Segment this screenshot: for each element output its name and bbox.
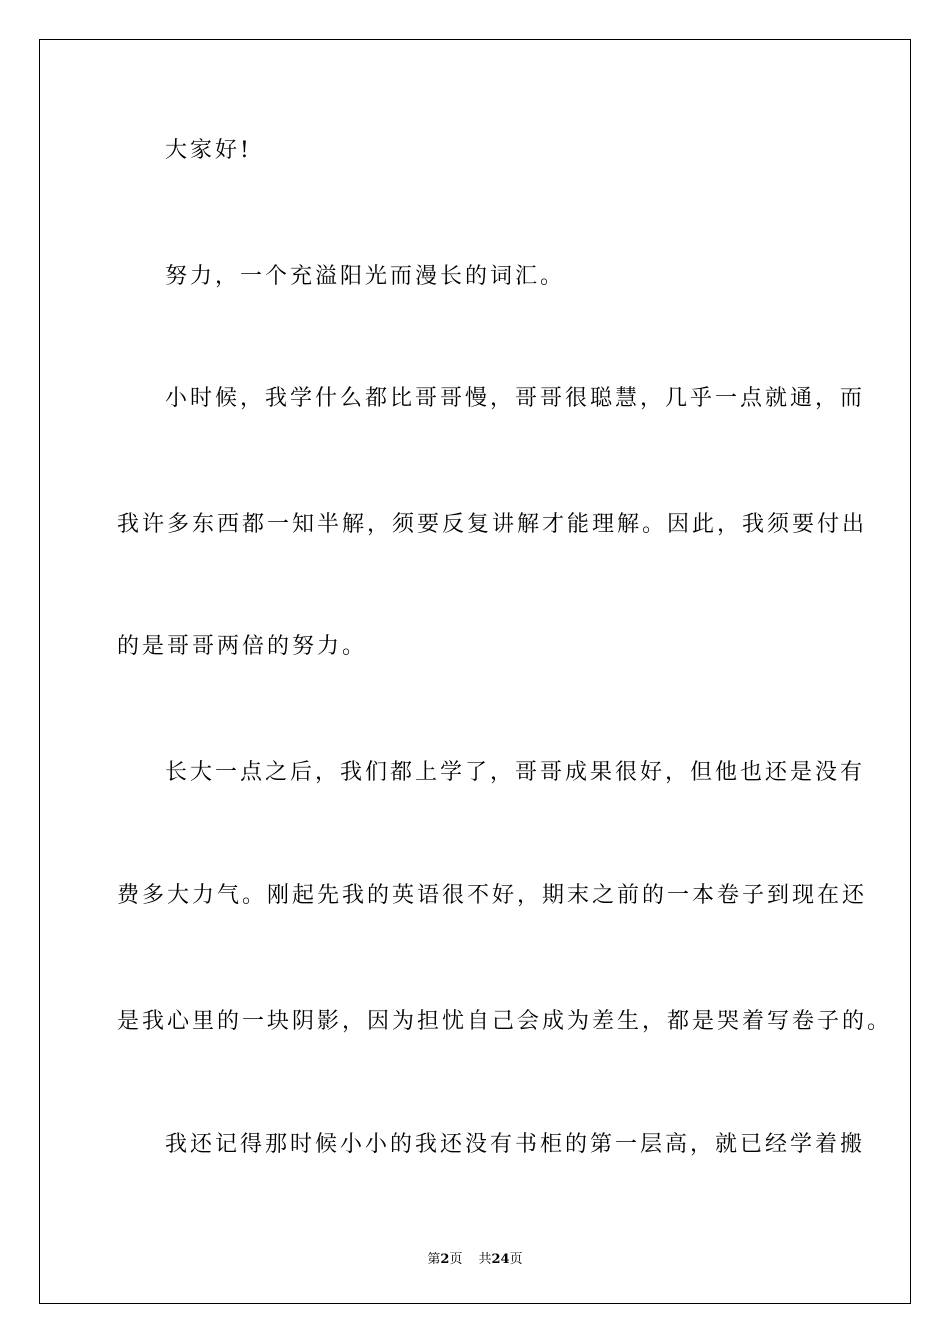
paragraph-line: 努力，一个充溢阳光而漫长的词汇。: [165, 264, 566, 289]
total-pages-number: 24: [491, 1252, 510, 1267]
paragraph-line: 大家好!: [165, 138, 252, 163]
paragraph-line: 小时候，我学什么都比哥哥慢，哥哥很聪慧，几乎一点就通，而: [165, 386, 866, 411]
paragraph-line: 是我心里的一块阴影，因为担忧自己会成为差生，都是哭着写卷子的。: [117, 1009, 893, 1034]
footer-prefix: 第: [427, 1252, 441, 1267]
footer-total-prefix: 共: [478, 1252, 492, 1267]
paragraph-line: 费多大力气。刚起先我的英语很不好，期末之前的一本卷子到现在还: [117, 883, 868, 908]
current-page-number: 2: [440, 1252, 450, 1267]
page-footer: [0, 1248, 950, 1267]
page-border: [39, 39, 911, 1304]
footer-total-suffix: 页: [509, 1252, 523, 1267]
paragraph-line: 我还记得那时候小小的我还没有书柜的第一层高，就已经学着搬: [165, 1132, 866, 1157]
paragraph-line: 的是哥哥两倍的努力。: [117, 634, 368, 659]
paragraph-line: 长大一点之后，我们都上学了，哥哥成果很好，但他也还是没有: [165, 760, 866, 785]
footer-page-suffix: 页: [449, 1252, 463, 1267]
paragraph-line: 我许多东西都一知半解，须要反复讲解才能理解。因此，我须要付出: [117, 512, 868, 537]
